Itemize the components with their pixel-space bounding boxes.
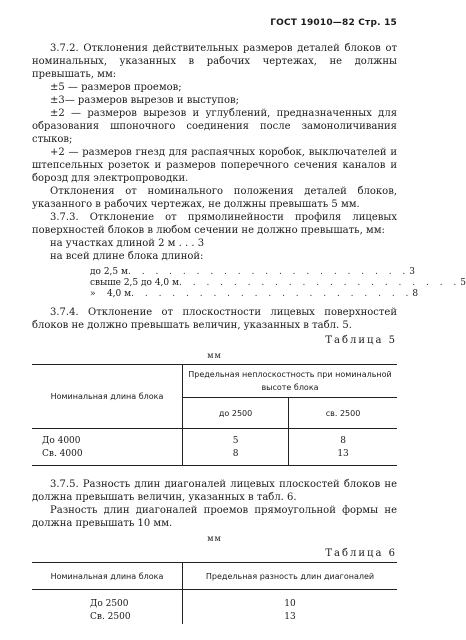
length-label: свыше 2,5 до 4,0 м [90,278,179,288]
table5-cell-name: Св. 4000 [32,448,183,466]
list-item-2: ±3— размеров вырезов и выступов; [50,95,239,106]
length-row: свыше 2,5 до 4,0 м . . . . . . . . . . . . . . . . . . . . . 5 [90,278,466,288]
list-item-1: ±5 — размеров проемов; [50,82,182,93]
clause-3-7-2: 3.7.2. Отклонения действительных размеров деталей блоков от номинальных, указанных в рабочих чертежах, не должны превышать, мм: [32,43,397,80]
length-value: 3 [409,267,416,277]
table6-cell-v: 10 [284,599,296,609]
table5-caption: Таблица 5 [325,335,397,346]
table5-col-left: Номинальная длина блока [32,365,183,429]
document-body [32,42,466,624]
table6-caption: Таблица 6 [325,548,397,559]
length-list [90,267,466,300]
length-value: 5 [460,278,466,288]
list-item-3: ±2 — размеров вырезов и углублений, предназначенных для образования шпоночного соединения после замоноличивания стыков; [32,108,397,145]
clause-3-7-4: 3.7.4. Отклонение от плоскостности лицевых поверхностей блоков не должно превышать величин, указанных в табл. 5. [32,307,397,331]
table5-cell-v2: 13 [289,448,397,466]
table5-cell-name: До 4000 [32,429,183,449]
table6-col-left: Номинальная длина блока [32,563,183,590]
clause-3-7-5: 3.7.5. Разность длин диагоналей лицевых плоскостей блоков не должна превышать величин, указанных в табл. 6. [32,479,397,503]
length-label: » 4,0 м [90,289,132,299]
table6-cell-name: Св. 2500 [32,611,183,624]
table6-cell-v: 13 [284,612,296,622]
length-row: » 4,0 м . . . . . . . . . . . . . . . . . . . . . 8 [90,289,419,299]
table-row [32,590,397,612]
table5-col-sub2: св. 2500 [289,398,397,429]
table-row [32,611,397,624]
table6-unit: мм [207,534,222,543]
table5-cell-v1: 5 [183,429,289,449]
page-header: ГОСТ 19010—82 Стр. 15 [270,18,397,28]
table5-col-sub1: до 2500 [183,398,289,429]
length-value: 8 [412,289,419,299]
clause-3-7-3: 3.7.3. Отклонение от прямолинейности профиля лицевых поверхностей блоков в любом сечении не должно превышать, мм: [32,212,397,236]
table-6 [32,562,397,624]
table-5 [32,364,397,466]
openings-diagonal-paragraph: Разность длин диагоналей проемов прямоугольной формы не должна превышать 10 мм. [32,505,397,529]
list-item-4: +2 — размеров гнезд для распаячных коробок, выключателей и штепсельных розеток и размеров поперечного сечения каналов и борозд для электропроводки. [32,147,397,184]
length-row: до 2,5 м . . . . . . . . . . . . . . . . . . . . . 3 [90,267,416,277]
table6-cell-name: До 2500 [32,590,183,612]
table5-unit: мм [207,351,222,360]
clause-3-7-3-a: на участках длиной 2 м . . . 3 [50,238,205,249]
clause-3-7-3-b: на всей длине блока длиной: [50,251,204,262]
table-row [32,429,397,449]
table5-col-group: Предельная неплоскостность при номинальной высоте блока [183,365,398,398]
table5-cell-v2: 8 [340,436,346,446]
table-row [32,448,397,466]
table6-col-right: Предельная разность длин диагоналей [183,563,398,590]
length-label: до 2,5 м [90,267,128,277]
table5-cell-v1: 8 [183,448,289,466]
position-deviation-paragraph: Отклонения от номинального положения деталей блоков, указанного в рабочих чертежах, не должны превышать 5 мм. [32,186,397,210]
